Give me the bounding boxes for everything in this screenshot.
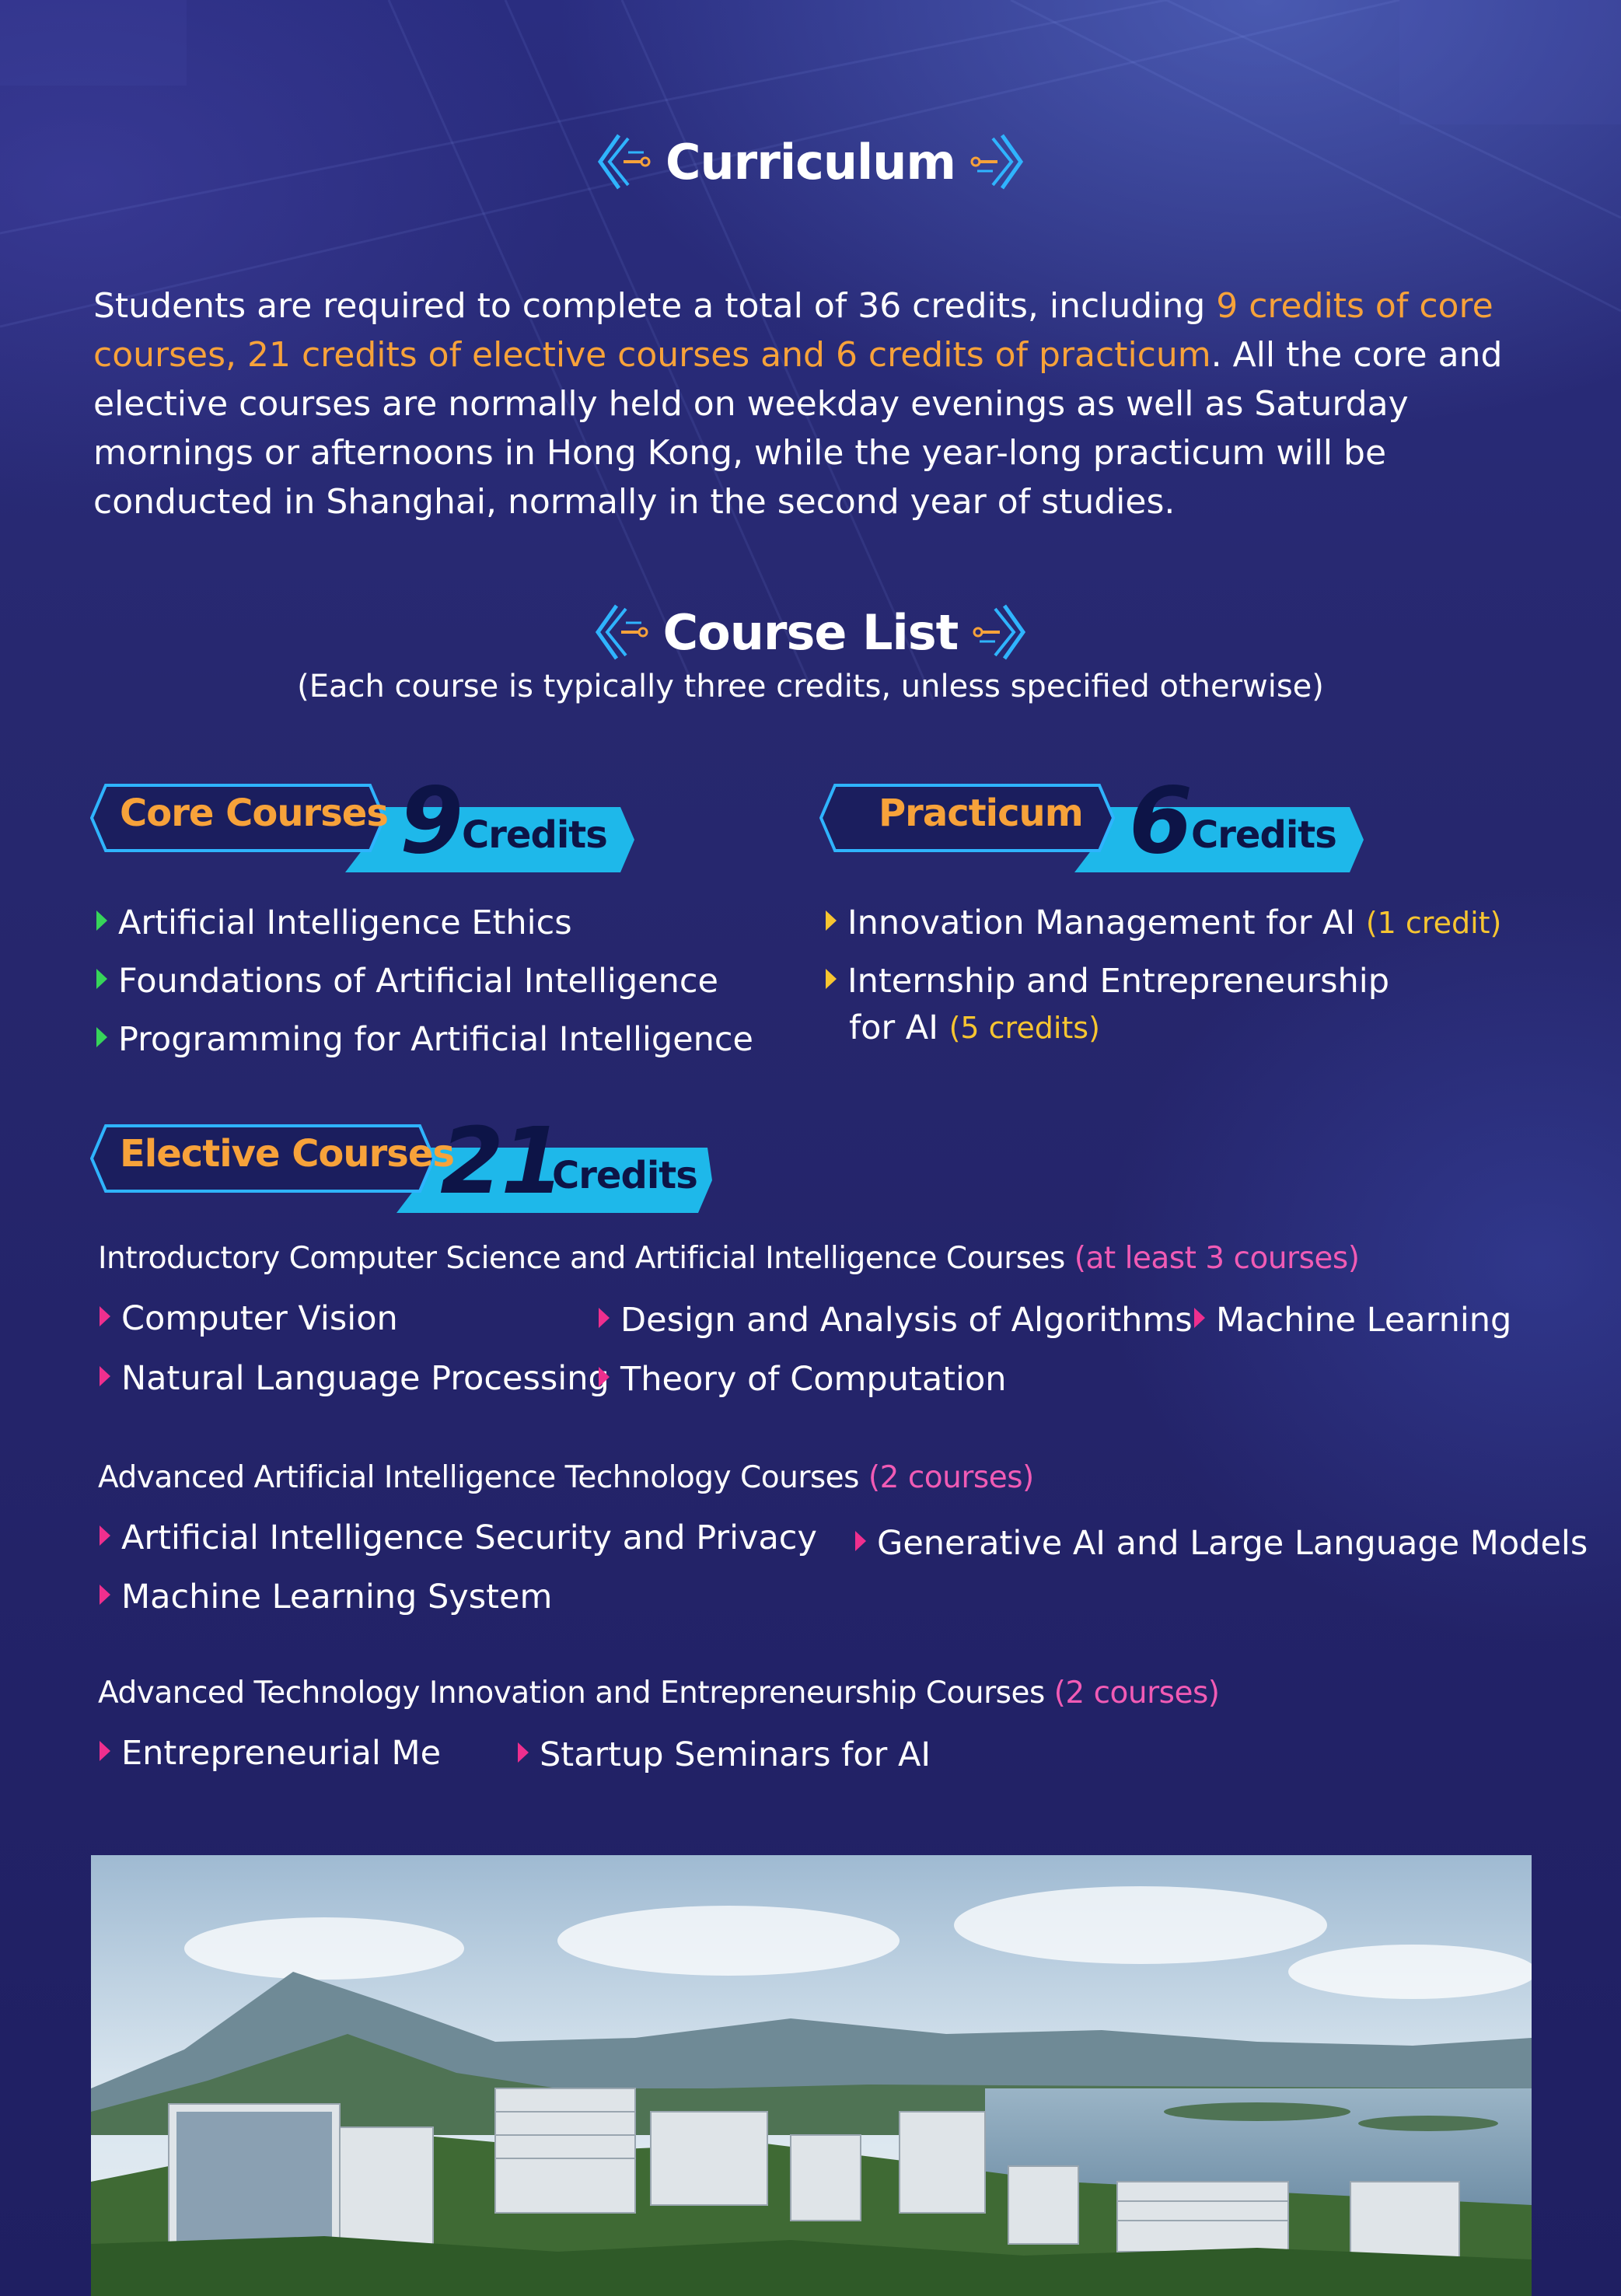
elective-group-1-title: Introductory Computer Science and Artificial Intelligence Courses (at least 3 courses) (98, 1241, 1360, 1276)
circuit-bracket-right-icon (969, 131, 1032, 193)
course-list-subtitle: (Each course is typically three credits, unless specified otherwise) (297, 669, 1324, 704)
elective-group-2-title: Advanced Artificial Intelligence Technology Courses (2 courses) (98, 1460, 1034, 1495)
practicum-label: Practicum (879, 792, 1083, 835)
curriculum-heading (0, 131, 1621, 193)
elective-item: Machine Learning System (100, 1574, 552, 1620)
elective-credit-number: 21 (440, 1107, 562, 1214)
triangle-bullet-icon (599, 1367, 610, 1387)
circuit-bracket-right-icon (972, 601, 1034, 663)
intro-text-2: . All the core and elective courses are normally held on weekday evenings as well as Saturday mornings or afternoons in Hong Kong, while the year-long practicum will be conducted in Shanghai, normally in the second year of studies. (93, 335, 1503, 522)
circuit-bracket-left-icon (587, 601, 649, 663)
course-list-title: Course List (662, 603, 959, 661)
core-item-2: Foundations of Artificial Intelligence (96, 958, 718, 1005)
elective-item: Theory of Computation (599, 1356, 1007, 1403)
elective-group-3-title: Advanced Technology Innovation and Entrepreneurship Courses (2 courses) (98, 1676, 1220, 1711)
triangle-bullet-icon (96, 1027, 107, 1047)
core-courses-label: Core Courses (120, 792, 388, 835)
practicum-item-2-line2: for AI (5 credits) (849, 1005, 1100, 1051)
intro-text-1: Students are required to complete a total of 36 credits, including (93, 286, 1217, 326)
practicum-item-2-note: (5 credits) (948, 1011, 1100, 1045)
core-credits-word: Credits (462, 813, 607, 857)
core-credit-number: 9 (400, 767, 461, 874)
elective-group-3-note: (2 courses) (1053, 1676, 1220, 1711)
triangle-bullet-icon (96, 969, 107, 989)
triangle-bullet-icon (826, 910, 837, 931)
elective-item: Entrepreneurial Me (100, 1730, 441, 1777)
triangle-bullet-icon (518, 1742, 529, 1763)
triangle-bullet-icon (100, 1366, 110, 1386)
elective-group-1-note: (at least 3 courses) (1074, 1241, 1360, 1276)
curriculum-title: Curriculum (666, 133, 955, 190)
elective-item: Computer Vision (100, 1295, 398, 1342)
triangle-bullet-icon (100, 1525, 110, 1546)
elective-courses-label: Elective Courses (120, 1132, 454, 1176)
elective-courses-banner (90, 1107, 712, 1224)
practicum-credits-word: Credits (1191, 813, 1336, 857)
elective-item: Natural Language Processing (100, 1355, 610, 1402)
core-item-3: Programming for Artificial Intelligence (96, 1016, 753, 1063)
core-courses-banner (90, 767, 634, 883)
elective-credits-word: Credits (552, 1154, 697, 1197)
elective-item: Startup Seminars for AI (518, 1732, 931, 1778)
practicum-item-1: Innovation Management for AI (1 credit) (826, 900, 1501, 946)
triangle-bullet-icon (100, 1585, 110, 1605)
elective-item: Design and Analysis of Algorithms (599, 1297, 1193, 1344)
triangle-bullet-icon (855, 1531, 866, 1551)
triangle-bullet-icon (96, 910, 107, 931)
elective-item: Generative AI and Large Language Models (855, 1520, 1588, 1567)
intro-highlight: 9 credits of core courses, 21 credits of elective courses and 6 credits of practicum (93, 286, 1493, 375)
practicum-item-2: Internship and Entrepreneurship (826, 958, 1389, 1005)
triangle-bullet-icon (826, 969, 837, 989)
practicum-credit-number: 6 (1129, 767, 1190, 874)
triangle-bullet-icon (100, 1306, 110, 1326)
core-item-1: Artificial Intelligence Ethics (96, 900, 572, 946)
triangle-bullet-icon (100, 1741, 110, 1761)
elective-item: Machine Learning (1194, 1297, 1511, 1344)
campus-photo (91, 1855, 1532, 2296)
elective-group-2-note: (2 courses) (868, 1460, 1034, 1495)
practicum-item-1-note: (1 credit) (1365, 906, 1502, 940)
practicum-banner (819, 767, 1364, 883)
triangle-bullet-icon (599, 1308, 610, 1328)
curriculum-intro (93, 281, 1539, 526)
triangle-bullet-icon (1194, 1308, 1205, 1328)
elective-item: Artificial Intelligence Security and Privacy (100, 1515, 817, 1561)
circuit-bracket-left-icon (589, 131, 652, 193)
course-list-heading (0, 601, 1621, 663)
campus-landscape-illustration (91, 1855, 1532, 2296)
